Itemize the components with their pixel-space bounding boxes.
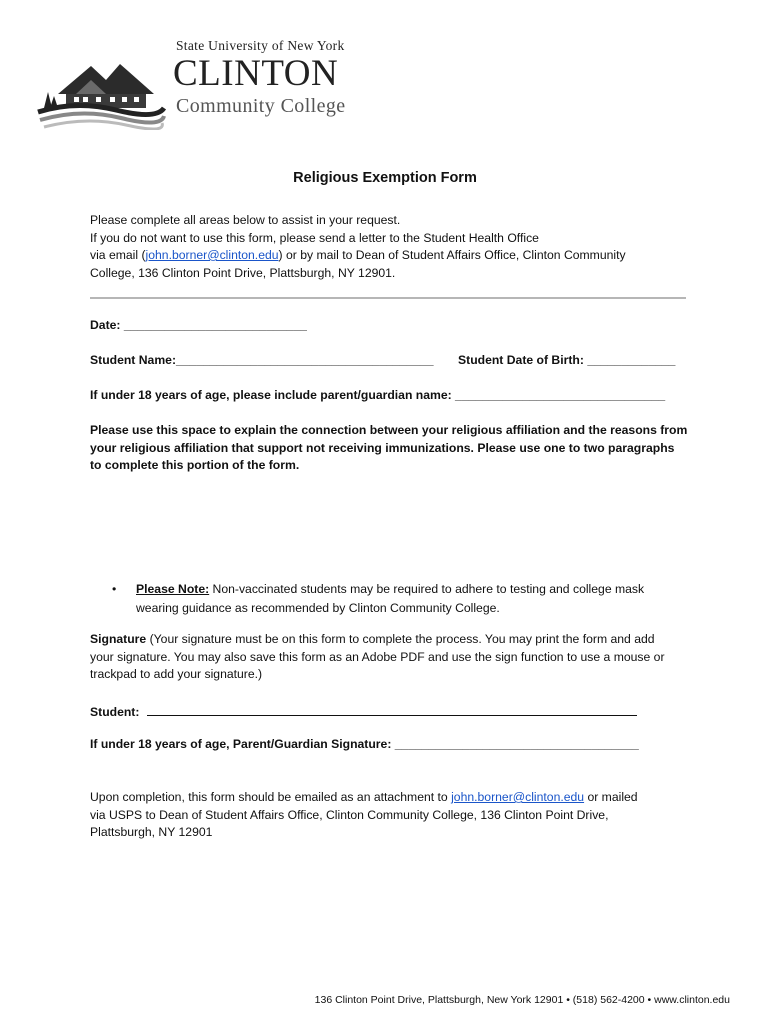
student-signature-field[interactable]: [90, 703, 637, 719]
note-label: Please Note:: [136, 582, 210, 596]
logo-building-icon: [36, 50, 166, 130]
logo-suny-text: State University of New York: [176, 38, 345, 53]
signature-text: (Your signature must be on this form to complete the process. You may print the form and add: [146, 632, 655, 646]
signature-line: [90, 631, 690, 649]
completion-paragraph: [90, 789, 690, 842]
signature-paragraph: [90, 631, 690, 684]
note-body: wearing guidance as recommended by Clinton Community College.: [136, 601, 500, 615]
form-title: Religious Exemption Form: [293, 170, 477, 186]
completion-text: or mailed: [584, 790, 638, 804]
intro-line: If you do not want to use this form, please send a letter to the Student Health Office: [90, 230, 539, 245]
signature-line-blank[interactable]: [147, 703, 637, 716]
completion-line: via USPS to Dean of Student Affairs Office, Clinton Community College, 136 Clinton Point Drive,: [90, 807, 609, 822]
intro-line: Please complete all areas below to assist in your request.: [90, 213, 401, 227]
divider: [90, 297, 686, 299]
signature-line: your signature. You may also save this form as an Adobe PDF and use the sign function to use a mouse or: [90, 649, 665, 664]
bullet-icon: •: [112, 582, 117, 596]
date-field[interactable]: Date: ___________________________: [90, 318, 307, 332]
intro-line: College, 136 Clinton Point Drive, Plattsburgh, NY 12901.: [90, 265, 396, 280]
logo-clinton-text: CLINTON: [173, 53, 339, 94]
signature-line: trackpad to add your signature.): [90, 667, 263, 681]
instruction-line: Please use this space to explain the connection between your religious affiliation and the reasons from: [90, 423, 688, 437]
signature-label: Signature: [90, 632, 147, 646]
intro-text: ) or by mail to Dean of Student Affairs Office, Clinton Community: [278, 248, 626, 262]
completion-text: Upon completion, this form should be emailed as an attachment to: [90, 790, 452, 804]
college-logo: [36, 36, 376, 131]
intro-line: [90, 247, 690, 265]
student-signature-label: Student:: [90, 705, 140, 719]
guardian-name-field[interactable]: If under 18 years of age, please include parent/guardian name: _______________________________: [90, 388, 666, 402]
logo-community-college-text: Community College: [176, 95, 346, 117]
page-footer: 136 Clinton Point Drive, Plattsburgh, New York 12901 • (518) 562-4200 • www.clinton.edu: [314, 994, 730, 1006]
email-link[interactable]: john.borner@clinton.edu: [451, 790, 585, 804]
student-name-field[interactable]: Student Name:______________________________________: [90, 353, 434, 367]
intro-text: via email (: [90, 248, 146, 262]
instruction-line: to complete this portion of the form.: [90, 458, 300, 472]
completion-line: [90, 789, 690, 807]
instruction-line: your religious affiliation that support not receiving immunizations. Please use one to two paragraphs: [90, 440, 675, 455]
email-link[interactable]: john.borner@clinton.edu: [145, 248, 279, 262]
dob-field[interactable]: Student Date of Birth: _____________: [458, 353, 676, 367]
note-body: Non-vaccinated students may be required to adhere to testing and college mask: [209, 582, 645, 596]
note-text: [136, 580, 696, 618]
intro-paragraph: [90, 212, 690, 282]
completion-line: Plattsburgh, NY 12901: [90, 825, 213, 839]
guardian-signature-field[interactable]: If under 18 years of age, Parent/Guardian Signature: ____________________________________: [90, 737, 639, 751]
instructions-paragraph: [90, 422, 690, 475]
